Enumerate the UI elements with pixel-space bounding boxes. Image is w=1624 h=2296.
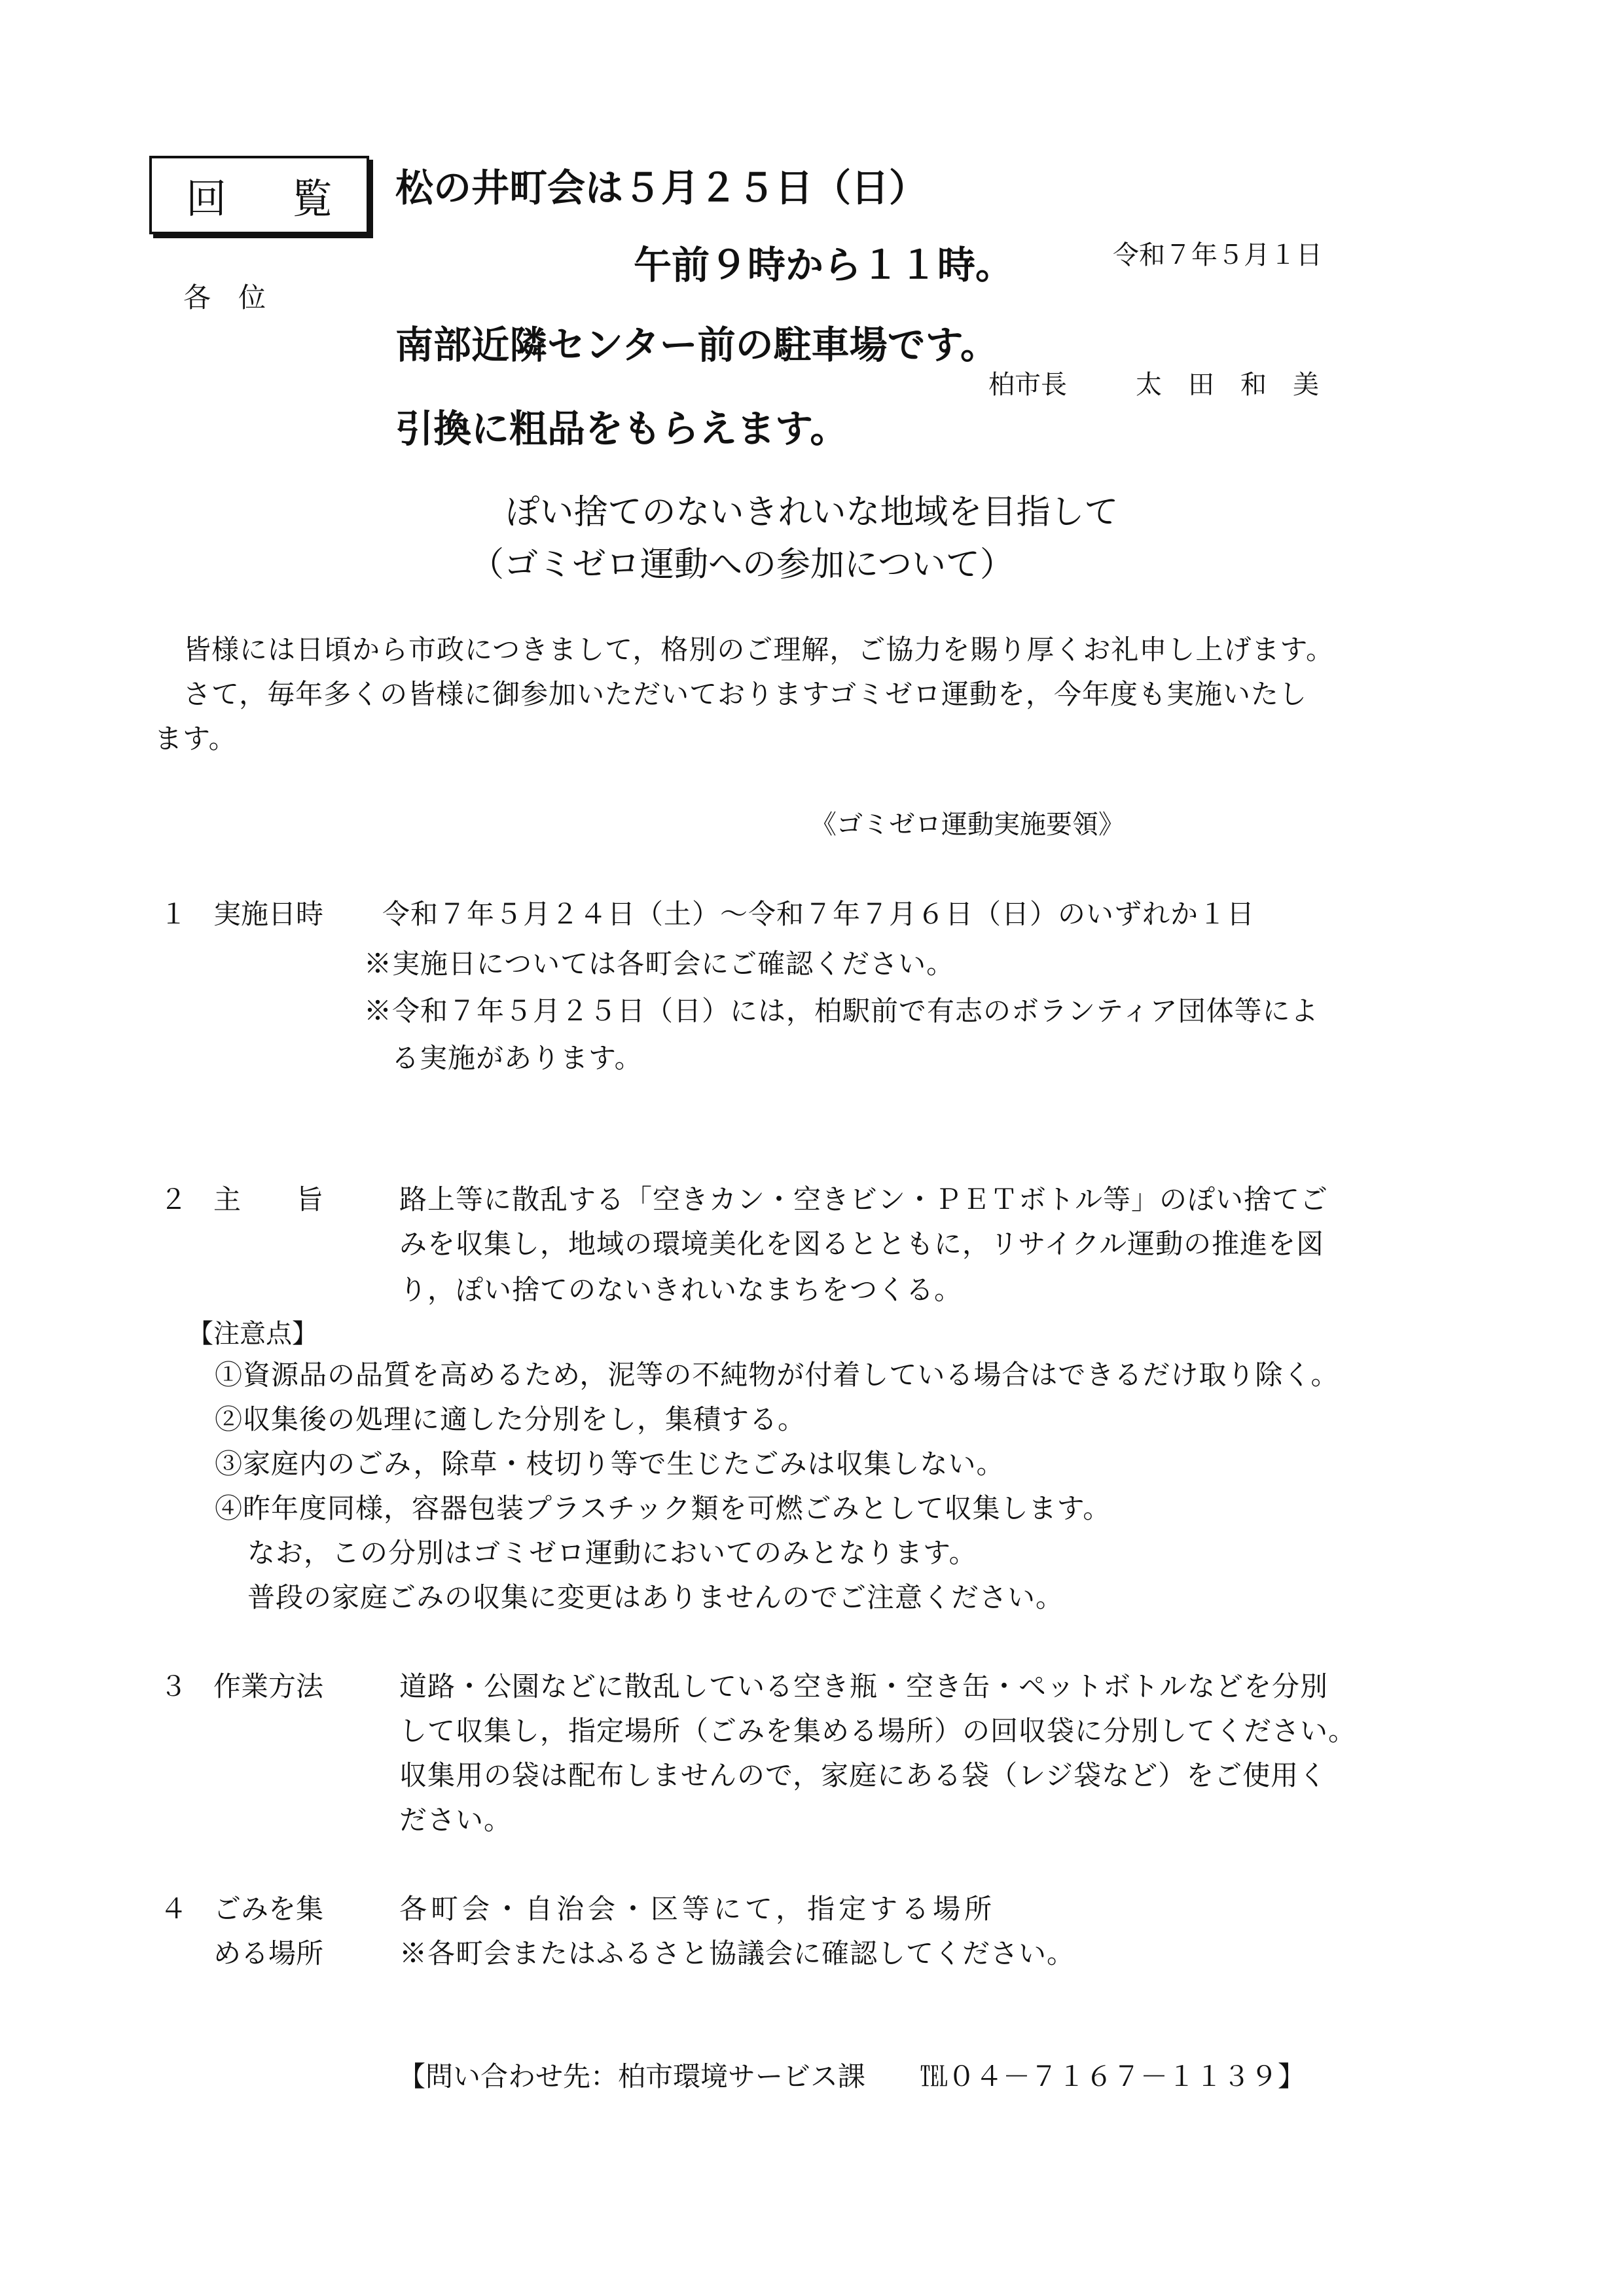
contact-info: 【問い合わせ先：柏市環境サービス課 ℡０４－７１６７－１１３９】 bbox=[398, 2060, 1306, 2092]
sender-name: 太 田 和 美 bbox=[1136, 370, 1319, 400]
page-subtitle: （ゴミゼロ運動への参加について） bbox=[470, 545, 1014, 584]
guidelines-heading: 《ゴミゼロ運動実施要領》 bbox=[810, 810, 1125, 840]
section-4-label-2: める場所 bbox=[213, 1937, 324, 1969]
announce-line-3: 南部近隣センター前の駐車場です。 bbox=[395, 323, 999, 367]
section-2-line-3: り，ぽい捨てのないきれいなまちをつくる。 bbox=[399, 1274, 963, 1306]
caution-4c: 普段の家庭ごみの収集に変更はありませんのでご注意ください。 bbox=[247, 1581, 1064, 1613]
section-2-line-2: みを収集し，地域の環境美化を図るとともに，リサイクル運動の推進を図 bbox=[399, 1228, 1325, 1260]
kairan-label: 回 覧 bbox=[186, 174, 359, 223]
section-3-number: ３ bbox=[160, 1670, 188, 1702]
sender-title: 柏市長 bbox=[988, 370, 1067, 400]
addressee: 各 位 bbox=[183, 281, 266, 314]
intro-line-3: ます。 bbox=[154, 723, 237, 755]
section-4-line-1: 各町会・自治会・区等にて，指定する場所 bbox=[399, 1893, 996, 1925]
caution-4b: なお，この分別はゴミゼロ運動においてのみとなります。 bbox=[247, 1537, 977, 1569]
announce-line-2: 午前９時から１１時。 bbox=[634, 243, 1014, 287]
caution-4: ④昨年度同様，容器包装プラスチック類を可燃ごみとして収集します。 bbox=[215, 1492, 1111, 1524]
page-title: ぽい捨てのないきれいな地域を目指して bbox=[505, 493, 1119, 532]
section-1-note-1: ※実施日については各町会にご確認ください。 bbox=[364, 948, 955, 980]
caution-1: ①資源品の品質を高めるため，泥等の不純物が付着している場合はできるだけ取り除く。 bbox=[215, 1359, 1339, 1391]
section-1-label: 実施日時 bbox=[213, 898, 324, 930]
intro-line-1: 皆様には日頃から市政につきまして，格別のご理解，ご協力を賜り厚くお礼申し上げます。 bbox=[183, 634, 1334, 666]
section-3-line-3: 収集用の袋は配布しませんので，家庭にある袋（レジ袋など）をご使用く bbox=[399, 1759, 1327, 1791]
section-2-line-1: 路上等に散乱する「空きカン・空きビン・ＰＥＴボトル等」のぽい捨てご bbox=[399, 1183, 1329, 1215]
section-3-line-4: ださい。 bbox=[399, 1804, 513, 1836]
section-1-line-1: 令和７年５月２４日（土）～令和７年７月６日（日）のいずれか１日 bbox=[382, 898, 1255, 930]
caution-2: ②収集後の処理に適した分別をし，集積する。 bbox=[215, 1403, 806, 1435]
section-1-note-2b: る実施があります。 bbox=[391, 1042, 643, 1074]
section-3-line-1: 道路・公園などに散乱している空き瓶・空き缶・ペットボトルなどを分別 bbox=[399, 1670, 1329, 1702]
section-4-number: ４ bbox=[160, 1893, 188, 1925]
section-4-label-1: ごみを集 bbox=[213, 1893, 324, 1925]
section-3-line-2: して収集し，指定場所（ごみを集める場所）の回収袋に分別してください。 bbox=[399, 1715, 1357, 1747]
section-3-label: 作業方法 bbox=[213, 1670, 324, 1702]
section-2-number: ２ bbox=[160, 1183, 188, 1215]
issue-date: 令和７年５月１日 bbox=[1113, 240, 1322, 270]
announce-line-4: 引換に粗品をもらえます。 bbox=[395, 406, 848, 451]
section-1-number: １ bbox=[160, 898, 188, 930]
intro-line-2: さて，毎年多くの皆様に御参加いただいておりますゴミゼロ運動を，今年度も実施いたし bbox=[183, 678, 1308, 710]
section-1-note-2a: ※令和７年５月２５日（日）には，柏駅前で有志のボランティア団体等によ bbox=[364, 995, 1319, 1027]
caution-3: ③家庭内のごみ，除草・枝切り等で生じたごみは収集しない。 bbox=[215, 1448, 1005, 1480]
section-4-line-2: ※各町会またはふるさと協議会に確認してください。 bbox=[399, 1937, 1075, 1969]
caution-heading: 【注意点】 bbox=[187, 1319, 318, 1349]
kairan-box bbox=[149, 156, 369, 234]
announce-line-1: 松の井町会は５月２５日（日） bbox=[395, 166, 928, 210]
section-2-label: 主 旨 bbox=[213, 1183, 324, 1215]
